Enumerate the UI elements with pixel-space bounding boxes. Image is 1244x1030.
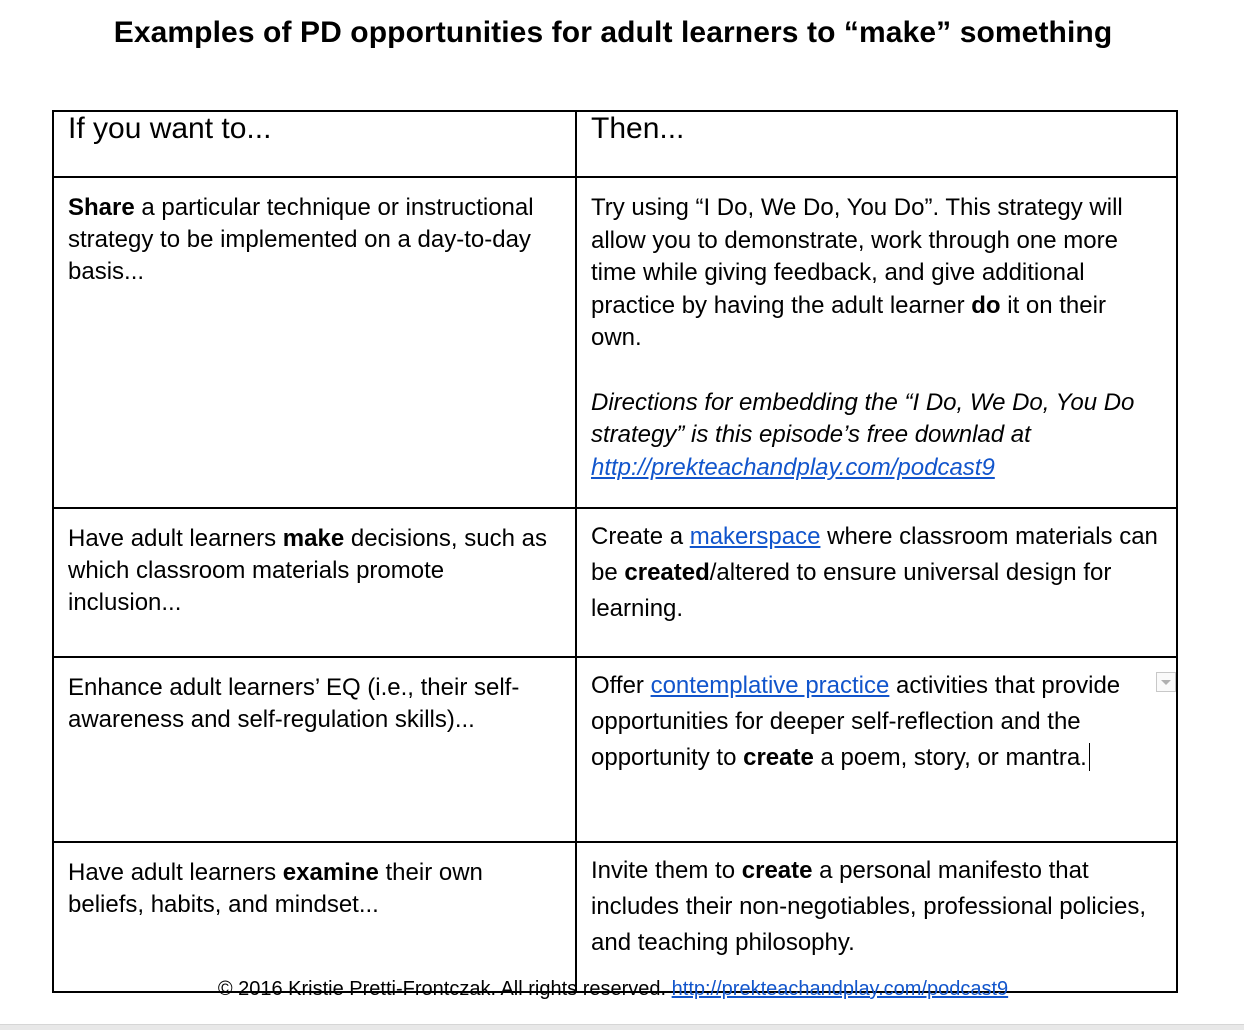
- emphasis-text: make: [282, 525, 345, 552]
- cell-text: their own beliefs, habits, and mindset...: [68, 859, 483, 918]
- table-row: [53, 177, 1177, 508]
- table-cell-action[interactable]: [576, 842, 1177, 992]
- table-row: [53, 842, 1177, 992]
- emphasis-text: do: [971, 291, 1001, 319]
- table-cell-goal[interactable]: [53, 842, 576, 992]
- cell-text: a poem, story, or mantra.: [813, 744, 1087, 771]
- podcast-link[interactable]: http://prekteachandplay.com/podcast9: [591, 453, 995, 481]
- contemplative-practice-link[interactable]: contemplative practice: [650, 672, 890, 699]
- cell-text: Offer: [591, 672, 651, 699]
- window-bottom-edge: [0, 1024, 1244, 1030]
- makerspace-link[interactable]: makerspace: [689, 523, 821, 550]
- cell-text: Try using “I Do, We Do, You Do”. This strategy will allow you to demonstrate, work through one more time while giving feedback, and give additional practice by having the adult learner: [591, 194, 1123, 319]
- download-note: Directions for embedding the “I Do, We Do, You Do strategy” is this episode’s free downlad at: [591, 388, 1135, 448]
- emphasis-text: create: [741, 857, 813, 884]
- cell-text: decisions, such as which classroom materials promote inclusion...: [68, 525, 547, 616]
- cell-text: Enhance adult learners’ EQ (i.e., their self-awareness and self-regulation skills)...: [68, 674, 520, 733]
- cell-text: Invite them to: [591, 857, 742, 884]
- cell-text: Create a: [591, 523, 690, 550]
- emphasis-text: create: [743, 744, 814, 771]
- pd-opportunities-table: [52, 110, 1178, 993]
- footer: [0, 978, 1226, 1001]
- table-row: [53, 657, 1177, 842]
- cell-text: Have adult learners: [68, 525, 283, 552]
- cell-text: a particular technique or instructional strategy to be implemented on a day-to-day basis...: [68, 194, 534, 285]
- cell-text: a personal manifesto that includes their non-negotiables, professional policies, and teaching philosophy.: [591, 857, 1146, 956]
- emphasis-text: examine: [282, 859, 379, 886]
- footer-podcast-link[interactable]: http://prekteachandplay.com/podcast9: [671, 978, 1009, 1000]
- table-cell-action[interactable]: [576, 508, 1177, 657]
- column-header-if: If you want to...: [53, 111, 576, 177]
- cell-text: Have adult learners: [68, 859, 283, 886]
- table-cell-goal[interactable]: [53, 657, 576, 842]
- copyright-text: © 2016 Kristie Pretti-Frontczak. All rights reserved.: [217, 978, 672, 1000]
- table-cell-action[interactable]: [576, 657, 1177, 842]
- table-cell-action[interactable]: [576, 177, 1177, 508]
- text-cursor: [1089, 743, 1090, 771]
- document-title: Examples of PD opportunities for adult learners to “make” something: [113, 16, 1113, 49]
- cell-dropdown-icon[interactable]: [1156, 672, 1176, 692]
- table-row: [53, 508, 1177, 657]
- cell-text: where classroom materials can be: [591, 523, 1158, 586]
- table-header-row: [53, 111, 1177, 177]
- table-cell-goal[interactable]: [53, 508, 576, 657]
- emphasis-text: created: [624, 559, 710, 586]
- column-header-then: Then...: [576, 111, 1177, 177]
- cell-text: activities that provide opportunities for deeper self-reflection and the opportunity to: [591, 672, 1121, 771]
- emphasis-text: Share: [68, 194, 135, 221]
- cell-text: it on their own.: [591, 291, 1106, 351]
- cell-text: /altered to ensure universal design for learning.: [591, 559, 1112, 622]
- table-cell-goal[interactable]: [53, 177, 576, 508]
